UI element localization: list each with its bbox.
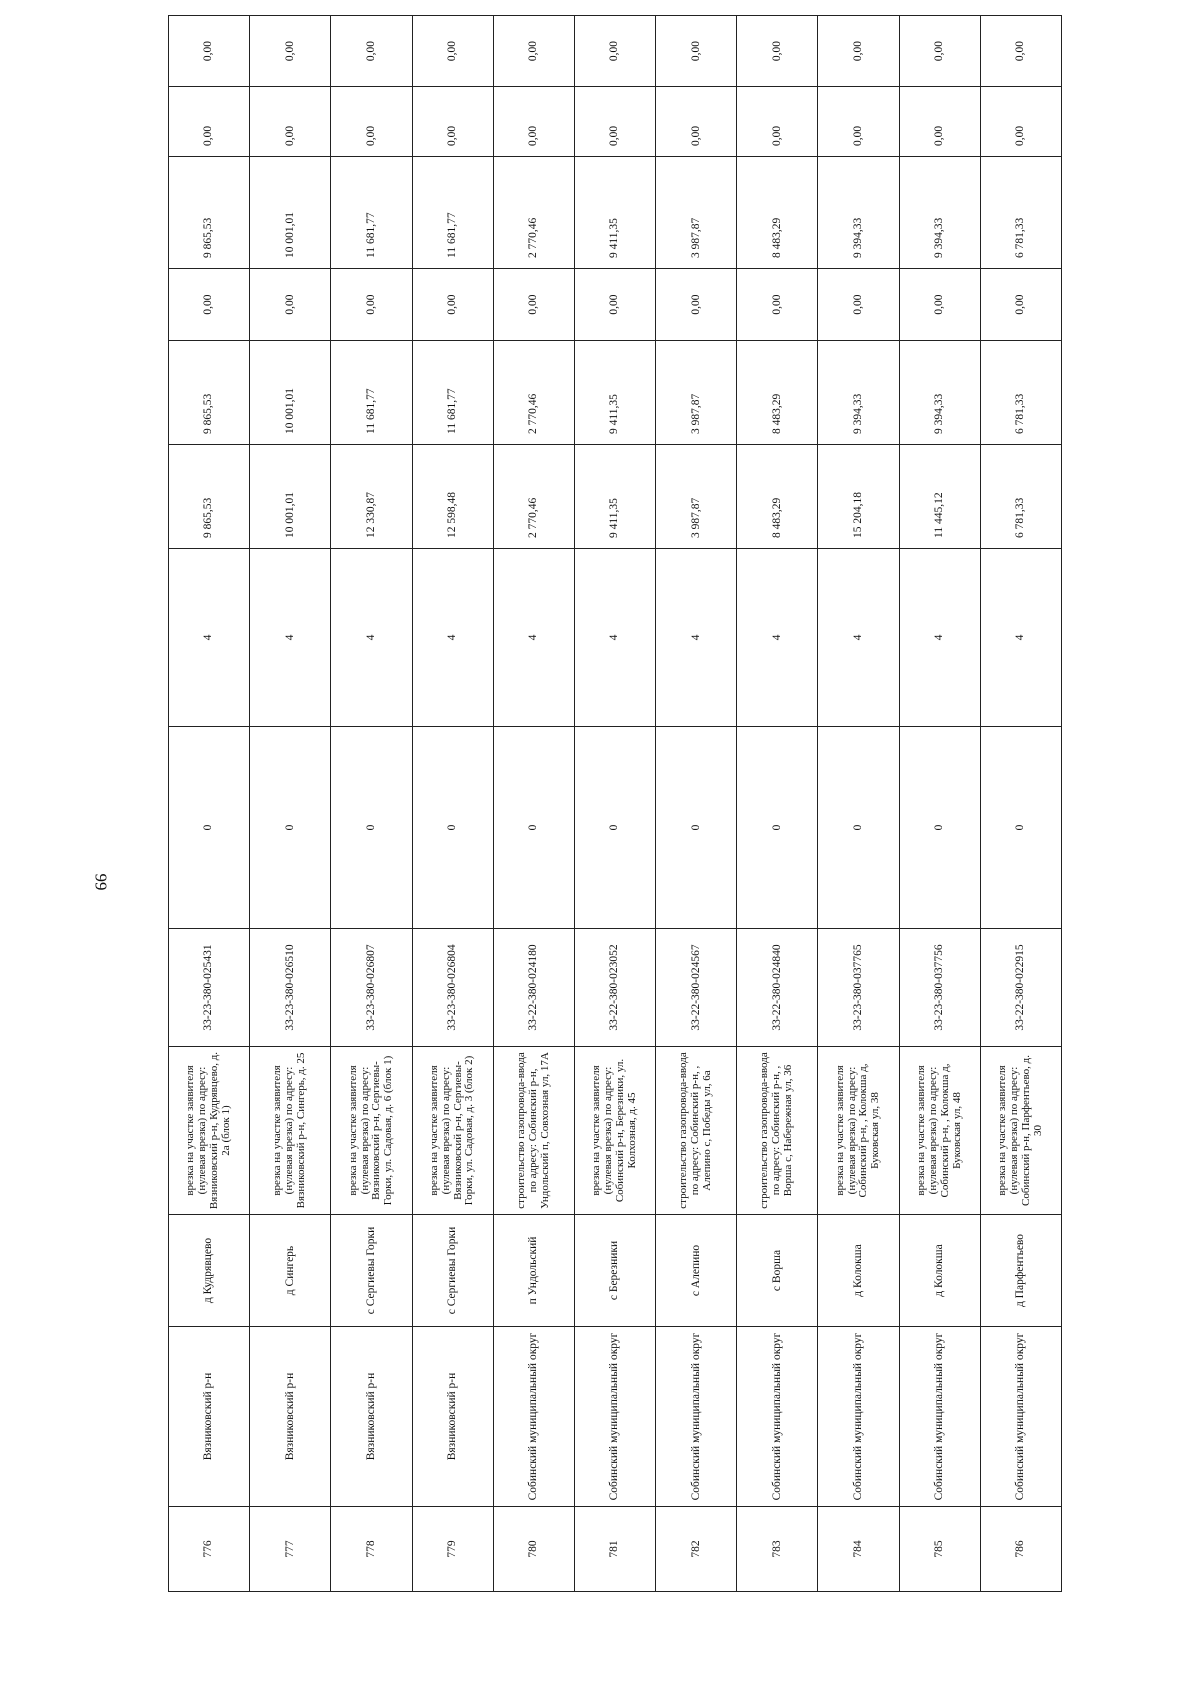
value-5-cell: 0,00 [331,269,412,341]
value-2-cell: 4 [331,549,412,727]
district-cell: Вязниковский р-н [331,1327,412,1507]
locality-cell: п Ундольский [493,1215,574,1327]
cost-total-cell: 9 865,53 [169,157,250,269]
description-cell: врезка на участке заявителя (нулевая врезка) по адресу: Собинский р-н, , Колокша д, Буковская ул, 48 [899,1047,980,1215]
value-2-cell: 4 [737,549,818,727]
table-row [250,16,331,1592]
value-7-cell: 0,00 [250,87,331,157]
value-7-cell: 0,00 [818,87,899,157]
cost-estimate-cell: 15 204,18 [818,445,899,549]
description-cell: врезка на участке заявителя (нулевая врезка) по адресу: Вязниковский р-н, Кудрявцево, д. 2а (блок 1) [169,1047,250,1215]
description-cell: врезка на участке заявителя (нулевая врезка) по адресу: Вязниковский р-н, Сергиевы-Горки, ул. Садовая, д. 3 (блок 2) [412,1047,493,1215]
cost-total-cell: 2 770,46 [493,157,574,269]
value-5-cell: 0,00 [980,269,1061,341]
cost-estimate-cell: 3 987,87 [656,445,737,549]
table-row [331,16,412,1592]
cost-estimate-cell: 6 781,33 [980,445,1061,549]
value-7-cell: 0,00 [899,87,980,157]
value-1-cell: 0 [250,727,331,929]
table-row [412,16,493,1592]
description-cell: строительство газопровода-ввода по адресу: Собинский р-н, Ундольский п, Совхозная ул, 17А [493,1047,574,1215]
cost-total-cell: 11 681,77 [412,157,493,269]
value-7-cell: 0,00 [737,87,818,157]
cadastral-number-cell: 33-22-380-024567 [656,929,737,1047]
cadastral-number-cell: 33-22-380-023052 [574,929,655,1047]
value-5-cell: 0,00 [169,269,250,341]
cost-accepted-cell: 9 394,33 [899,341,980,445]
value-1-cell: 0 [656,727,737,929]
table-row [493,16,574,1592]
description-cell: врезка на участке заявителя (нулевая врезка) по адресу: Собинский р-н, , Колокша д, Буковская ул, 38 [818,1047,899,1215]
value-5-cell: 0,00 [412,269,493,341]
value-7-cell: 0,00 [574,87,655,157]
value-1-cell: 0 [980,727,1061,929]
district-cell: Вязниковский р-н [412,1327,493,1507]
value-5-cell: 0,00 [656,269,737,341]
cadastral-number-cell: 33-22-380-024840 [737,929,818,1047]
value-5-cell: 0,00 [574,269,655,341]
row-number-cell: 780 [493,1507,574,1592]
cadastral-number-cell: 33-23-380-037765 [818,929,899,1047]
value-8-cell: 0,00 [493,16,574,87]
row-number-cell: 777 [250,1507,331,1592]
value-7-cell: 0,00 [331,87,412,157]
cost-total-cell: 8 483,29 [737,157,818,269]
district-cell: Вязниковский р-н [250,1327,331,1507]
row-number-cell: 783 [737,1507,818,1592]
data-table [168,15,1062,1592]
value-1-cell: 0 [331,727,412,929]
value-8-cell: 0,00 [250,16,331,87]
cost-accepted-cell: 9 394,33 [818,341,899,445]
cost-accepted-cell: 6 781,33 [980,341,1061,445]
value-7-cell: 0,00 [169,87,250,157]
value-1-cell: 0 [737,727,818,929]
value-7-cell: 0,00 [493,87,574,157]
locality-cell: д Парфентьево [980,1215,1061,1327]
district-cell: Собинский муниципальный округ [574,1327,655,1507]
value-2-cell: 4 [980,549,1061,727]
value-5-cell: 0,00 [899,269,980,341]
table-row [169,16,250,1592]
district-cell: Собинский муниципальный округ [656,1327,737,1507]
cadastral-number-cell: 33-22-380-022915 [980,929,1061,1047]
value-8-cell: 0,00 [737,16,818,87]
value-8-cell: 0,00 [656,16,737,87]
value-2-cell: 4 [493,549,574,727]
value-2-cell: 4 [574,549,655,727]
cost-total-cell: 3 987,87 [656,157,737,269]
locality-cell: д Сингерь [250,1215,331,1327]
cost-estimate-cell: 9 411,35 [574,445,655,549]
row-number-cell: 781 [574,1507,655,1592]
value-5-cell: 0,00 [250,269,331,341]
cost-estimate-cell: 12 598,48 [412,445,493,549]
district-cell: Собинский муниципальный округ [980,1327,1061,1507]
cadastral-number-cell: 33-23-380-037756 [899,929,980,1047]
cadastral-number-cell: 33-23-380-026510 [250,929,331,1047]
description-cell: строительство газопровода-ввода по адресу: Собинский р-н, , Алепино с, Победы ул, 6а [656,1047,737,1215]
cost-estimate-cell: 10 001,01 [250,445,331,549]
page-number-text: 99 [91,873,110,891]
value-8-cell: 0,00 [574,16,655,87]
district-cell: Собинский муниципальный округ [493,1327,574,1507]
cost-accepted-cell: 10 001,01 [250,341,331,445]
row-number-cell: 785 [899,1507,980,1592]
value-5-cell: 0,00 [493,269,574,341]
locality-cell: с Сергиевы Горки [412,1215,493,1327]
cost-accepted-cell: 8 483,29 [737,341,818,445]
value-8-cell: 0,00 [412,16,493,87]
value-7-cell: 0,00 [656,87,737,157]
cost-total-cell: 9 411,35 [574,157,655,269]
locality-cell: с Березники [574,1215,655,1327]
page-number [90,862,110,902]
value-2-cell: 4 [412,549,493,727]
table-row [980,16,1061,1592]
cost-estimate-cell: 8 483,29 [737,445,818,549]
value-5-cell: 0,00 [818,269,899,341]
table-row [899,16,980,1592]
locality-cell: д Кудрявцево [169,1215,250,1327]
value-1-cell: 0 [412,727,493,929]
cadastral-number-cell: 33-23-380-026804 [412,929,493,1047]
cost-total-cell: 10 001,01 [250,157,331,269]
value-1-cell: 0 [574,727,655,929]
cost-total-cell: 11 681,77 [331,157,412,269]
value-8-cell: 0,00 [331,16,412,87]
value-2-cell: 4 [169,549,250,727]
value-8-cell: 0,00 [818,16,899,87]
table-row [737,16,818,1592]
value-8-cell: 0,00 [899,16,980,87]
table-row [574,16,655,1592]
cost-estimate-cell: 9 865,53 [169,445,250,549]
cost-total-cell: 9 394,33 [818,157,899,269]
cost-accepted-cell: 2 770,46 [493,341,574,445]
locality-cell: с Ворша [737,1215,818,1327]
value-1-cell: 0 [169,727,250,929]
row-number-cell: 779 [412,1507,493,1592]
district-cell: Собинский муниципальный округ [737,1327,818,1507]
description-cell: строительство газопровода-ввода по адресу: Собинский р-н, , Ворша с, Набережная ул, 36 [737,1047,818,1215]
value-5-cell: 0,00 [737,269,818,341]
description-cell: врезка на участке заявителя (нулевая врезка) по адресу: Вязниковский р-н, Сингерь, д. 25 [250,1047,331,1215]
table-row [818,16,899,1592]
value-8-cell: 0,00 [980,16,1061,87]
value-7-cell: 0,00 [980,87,1061,157]
row-number-cell: 778 [331,1507,412,1592]
cost-estimate-cell: 12 330,87 [331,445,412,549]
locality-cell: с Алепино [656,1215,737,1327]
district-cell: Собинский муниципальный округ [899,1327,980,1507]
row-number-cell: 784 [818,1507,899,1592]
cost-total-cell: 6 781,33 [980,157,1061,269]
rotated-table-container [168,40,1062,1592]
locality-cell: с Сергиевы Горки [331,1215,412,1327]
value-2-cell: 4 [250,549,331,727]
description-cell: врезка на участке заявителя (нулевая врезка) по адресу: Собинский р-н, Парфентьево, д. 30 [980,1047,1061,1215]
district-cell: Собинский муниципальный округ [818,1327,899,1507]
table-row [656,16,737,1592]
value-1-cell: 0 [818,727,899,929]
cost-estimate-cell: 11 445,12 [899,445,980,549]
row-number-cell: 782 [656,1507,737,1592]
cost-accepted-cell: 9 865,53 [169,341,250,445]
cadastral-number-cell: 33-22-380-024180 [493,929,574,1047]
row-number-cell: 786 [980,1507,1061,1592]
cost-accepted-cell: 11 681,77 [412,341,493,445]
value-1-cell: 0 [493,727,574,929]
locality-cell: д Колокша [899,1215,980,1327]
value-1-cell: 0 [899,727,980,929]
value-8-cell: 0,00 [169,16,250,87]
value-2-cell: 4 [656,549,737,727]
cost-accepted-cell: 9 411,35 [574,341,655,445]
row-number-cell: 776 [169,1507,250,1592]
cost-accepted-cell: 11 681,77 [331,341,412,445]
value-2-cell: 4 [899,549,980,727]
cost-estimate-cell: 2 770,46 [493,445,574,549]
value-7-cell: 0,00 [412,87,493,157]
value-2-cell: 4 [818,549,899,727]
description-cell: врезка на участке заявителя (нулевая врезка) по адресу: Собинский р-н, Березники, ул. Колхозная, д. 45 [574,1047,655,1215]
description-cell: врезка на участке заявителя (нулевая врезка) по адресу: Вязниковский р-н, Сергиевы-Горки, ул. Садовая, д. 6 (блок 1) [331,1047,412,1215]
cadastral-number-cell: 33-23-380-025431 [169,929,250,1047]
district-cell: Вязниковский р-н [169,1327,250,1507]
cost-total-cell: 9 394,33 [899,157,980,269]
cost-accepted-cell: 3 987,87 [656,341,737,445]
cadastral-number-cell: 33-23-380-026807 [331,929,412,1047]
locality-cell: д Колокша [818,1215,899,1327]
